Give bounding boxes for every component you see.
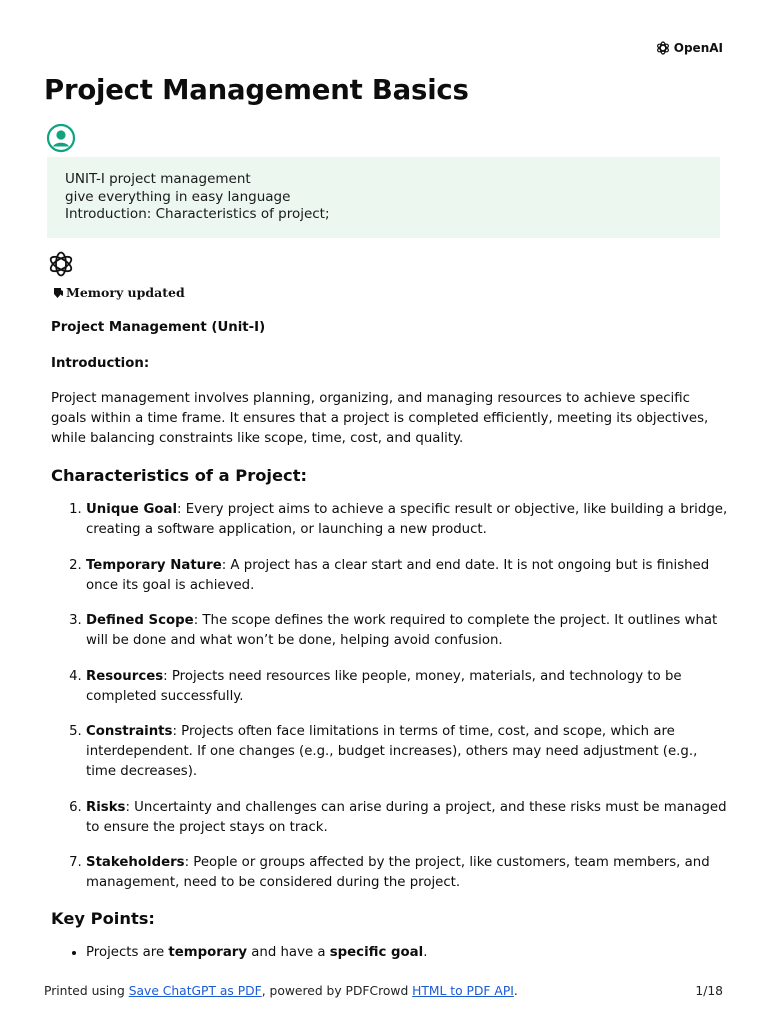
list-item [86,722,731,782]
footer-suffix: . [513,984,518,998]
item-term: Risks [86,799,126,815]
item-term: Unique Goal [86,502,178,517]
list-item [86,500,731,540]
key-points-list [51,943,731,963]
openai-logo-icon [655,40,671,56]
item-term: Resources [86,668,164,684]
kp-text: Projects are [86,945,169,960]
kp-text: . [423,945,428,960]
item-text: : Projects need resources like people, money, materials, and technology to be completed successfully. [86,668,682,704]
chatgpt-avatar-icon [47,250,75,278]
item-term: Defined Scope [86,613,194,628]
page-title: Project Management Basics [44,74,469,106]
item-text: : Projects often face limitations in terms of time, cost, and scope, which are interdependent. If one changes (e.g., budget increases), others may need adjustment (e.g., time decreases). [86,724,698,779]
footer-credit [44,984,518,998]
list-item [86,798,731,838]
brand-logo [655,40,723,56]
footer-prefix: Printed using [44,984,129,998]
save-chatgpt-pdf-link[interactable]: Save ChatGPT as PDF [128,984,262,998]
prompt-line: Introduction: Characteristics of project; [65,206,330,222]
list-item [86,611,731,651]
response-content [51,318,731,963]
prompt-line: UNIT-I project management [65,171,251,187]
print-footer [44,984,723,998]
user-prompt [47,157,720,238]
kp-text: and have a [247,945,330,960]
memory-updated-note [53,285,185,300]
item-term: Temporary Nature [86,557,222,573]
intro-heading: Introduction: [51,356,150,371]
kp-bold: specific goal [329,945,424,960]
kp-bold: temporary [168,945,248,960]
footer-middle: , powered by PDFCrowd [261,984,413,998]
intro-paragraph: Project management involves planning, organizing, and managing resources to achieve specific goals within a time frame. It ensures that a project is completed efficiently, meeting its objectives, while balancing constraints like scope, time, cost, and quality. [51,391,709,446]
item-text: : People or groups affected by the project, like customers, team members, and management, need to be considered during the project. [86,855,710,890]
user-avatar-icon [46,123,76,153]
item-text: : A project has a clear start and end date. It is not ongoing but is finished once its goal is achieved. [86,557,710,593]
item-text: : Uncertainty and challenges can arise during a project, and these risks must be managed to ensure the project stays on track. [86,799,727,835]
item-term: Stakeholders [86,855,185,870]
memory-icon [53,287,64,299]
item-text: : Every project aims to achieve a specific result or objective, like building a bridge, creating a software application, or launching a new product. [86,502,728,537]
list-item [86,943,731,963]
item-text: : The scope defines the work required to complete the project. It outlines what will be done and what won’t be done, helping avoid confusion. [86,613,718,648]
html-to-pdf-api-link[interactable]: HTML to PDF API [412,984,514,998]
list-item [86,853,731,893]
characteristics-list [51,500,731,893]
prompt-line: give everything in easy language [65,188,291,205]
list-item [86,556,731,596]
doc-heading: Project Management (Unit-I) [51,320,266,335]
memory-label: Memory updated [66,285,185,300]
item-term: Constraints [86,724,173,739]
page-number: 1/18 [695,984,723,998]
key-points-heading: Key Points: [51,909,155,928]
characteristics-heading: Characteristics of a Project: [51,466,308,485]
brand-name: OpenAI [673,41,723,55]
list-item [86,667,731,707]
